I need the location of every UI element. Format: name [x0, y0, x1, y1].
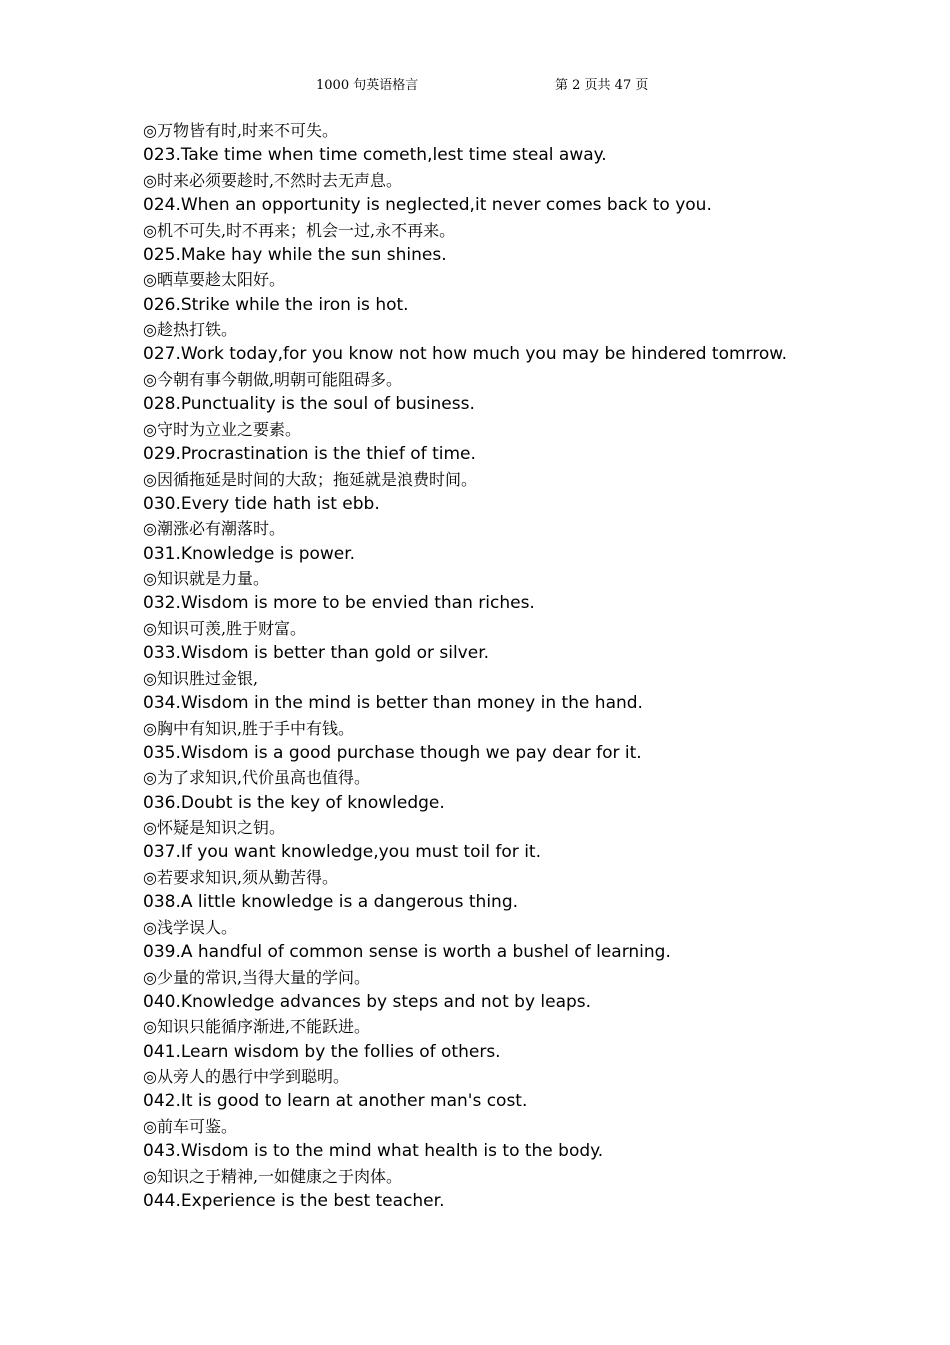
proverb-entry	[143, 542, 933, 592]
english-proverb: 023.Take time when time cometh,lest time steal away.	[143, 145, 607, 166]
proverb-entry	[143, 741, 933, 791]
proverb-entry	[143, 442, 933, 492]
proverb-entry	[143, 1139, 933, 1189]
english-proverb: 030.Every tide hath ist ebb.	[143, 493, 380, 514]
english-proverb: 041.Learn wisdom by the follies of others.	[143, 1041, 501, 1062]
proverb-entry	[143, 1189, 933, 1215]
english-proverb: 032.Wisdom is more to be envied than riches.	[143, 593, 535, 614]
proverb-entry	[143, 840, 933, 890]
proverb-list	[143, 119, 933, 1215]
english-proverb: 034.Wisdom in the mind is better than money in the hand.	[143, 693, 643, 714]
chinese-translation: ◎为了求知识,代价虽高也值得。	[143, 768, 371, 788]
chinese-translation: ◎胸中有知识,胜于手中有钱。	[143, 718, 355, 738]
document-title: 1000 句英语格言	[316, 78, 419, 93]
proverb-entry	[143, 193, 933, 243]
chinese-translation: ◎知识只能循序渐进,不能跃进。	[143, 1017, 371, 1037]
english-proverb: 035.Wisdom is a good purchase though we pay dear for it.	[143, 742, 642, 763]
chinese-translation: ◎机不可失,时不再来；机会一过,永不再来。	[143, 220, 456, 240]
english-proverb: 033.Wisdom is better than gold or silver.	[143, 643, 490, 664]
proverb-entry	[143, 342, 933, 392]
english-proverb: 044.Experience is the best teacher.	[143, 1191, 445, 1212]
english-proverb: 024.When an opportunity is neglected,it never comes back to you.	[143, 195, 712, 216]
english-proverb: 040.Knowledge advances by steps and not by leaps.	[143, 991, 592, 1012]
proverb-entry	[143, 392, 933, 442]
chinese-translation: ◎前车可鉴。	[143, 1116, 237, 1136]
chinese-translation: ◎怀疑是知识之钥。	[143, 818, 285, 838]
chinese-translation: ◎少量的常识,当得大量的学问。	[143, 967, 371, 987]
proverb-entry	[143, 293, 933, 343]
proverb-entry	[143, 243, 933, 293]
chinese-translation: ◎潮涨必有潮落时。	[143, 519, 285, 539]
proverb-entry	[143, 143, 933, 193]
chinese-translation: ◎守时为立业之要素。	[143, 419, 301, 439]
english-proverb: 038.A little knowledge is a dangerous thing.	[143, 892, 519, 913]
chinese-translation: ◎浅学误人。	[143, 917, 237, 937]
proverb-entry	[143, 591, 933, 641]
english-proverb: 037.If you want knowledge,you must toil for it.	[143, 842, 541, 863]
english-proverb: 043.Wisdom is to the mind what health is to the body.	[143, 1141, 604, 1162]
page-header	[0, 74, 950, 94]
proverb-entry	[143, 990, 933, 1040]
english-proverb: 039.A handful of common sense is worth a bushel of learning.	[143, 942, 671, 963]
chinese-translation: ◎若要求知识,须从勤苦得。	[143, 867, 339, 887]
chinese-translation: ◎因循拖延是时间的大敌；拖延就是浪费时间。	[143, 469, 477, 489]
chinese-translation: ◎知识胜过金银,	[143, 668, 259, 688]
english-proverb: 028.Punctuality is the soul of business.	[143, 394, 475, 415]
chinese-translation: ◎知识之于精神,一如健康之于肉体。	[143, 1166, 403, 1186]
proverb-entry	[143, 1089, 933, 1139]
english-proverb: 025.Make hay while the sun shines.	[143, 244, 447, 265]
proverb-entry	[143, 940, 933, 990]
proverb-entry	[143, 791, 933, 841]
chinese-translation: ◎万物皆有时,时来不可失。	[143, 121, 339, 140]
chinese-translation: ◎知识可羡,胜于财富。	[143, 618, 307, 638]
proverb-entry	[143, 691, 933, 741]
chinese-translation: ◎趁热打铁。	[143, 320, 237, 340]
english-proverb: 031.Knowledge is power.	[143, 543, 356, 564]
chinese-translation: ◎今朝有事今朝做,明朝可能阻碍多。	[143, 369, 403, 389]
proverb-entry	[143, 641, 933, 691]
proverb-entry	[143, 492, 933, 542]
english-proverb: 029.Procrastination is the thief of time.	[143, 444, 476, 465]
chinese-translation: ◎时来必须要趁时,不然时去无声息。	[143, 170, 403, 190]
proverb-entry	[143, 1040, 933, 1090]
chinese-translation: ◎晒草要趁太阳好。	[143, 270, 285, 290]
english-proverb: 027.Work today,for you know not how much you may be hindered tomrrow.	[143, 344, 787, 365]
page-number: 第 2 页共 47 页	[555, 78, 649, 93]
english-proverb: 042.It is good to learn at another man's cost.	[143, 1091, 528, 1112]
chinese-translation: ◎从旁人的愚行中学到聪明。	[143, 1067, 349, 1087]
english-proverb: 036.Doubt is the key of knowledge.	[143, 792, 445, 813]
proverb-entries	[143, 143, 933, 1214]
english-proverb: 026.Strike while the iron is hot.	[143, 294, 409, 315]
proverb-entry	[143, 890, 933, 940]
chinese-translation: ◎知识就是力量。	[143, 569, 269, 589]
